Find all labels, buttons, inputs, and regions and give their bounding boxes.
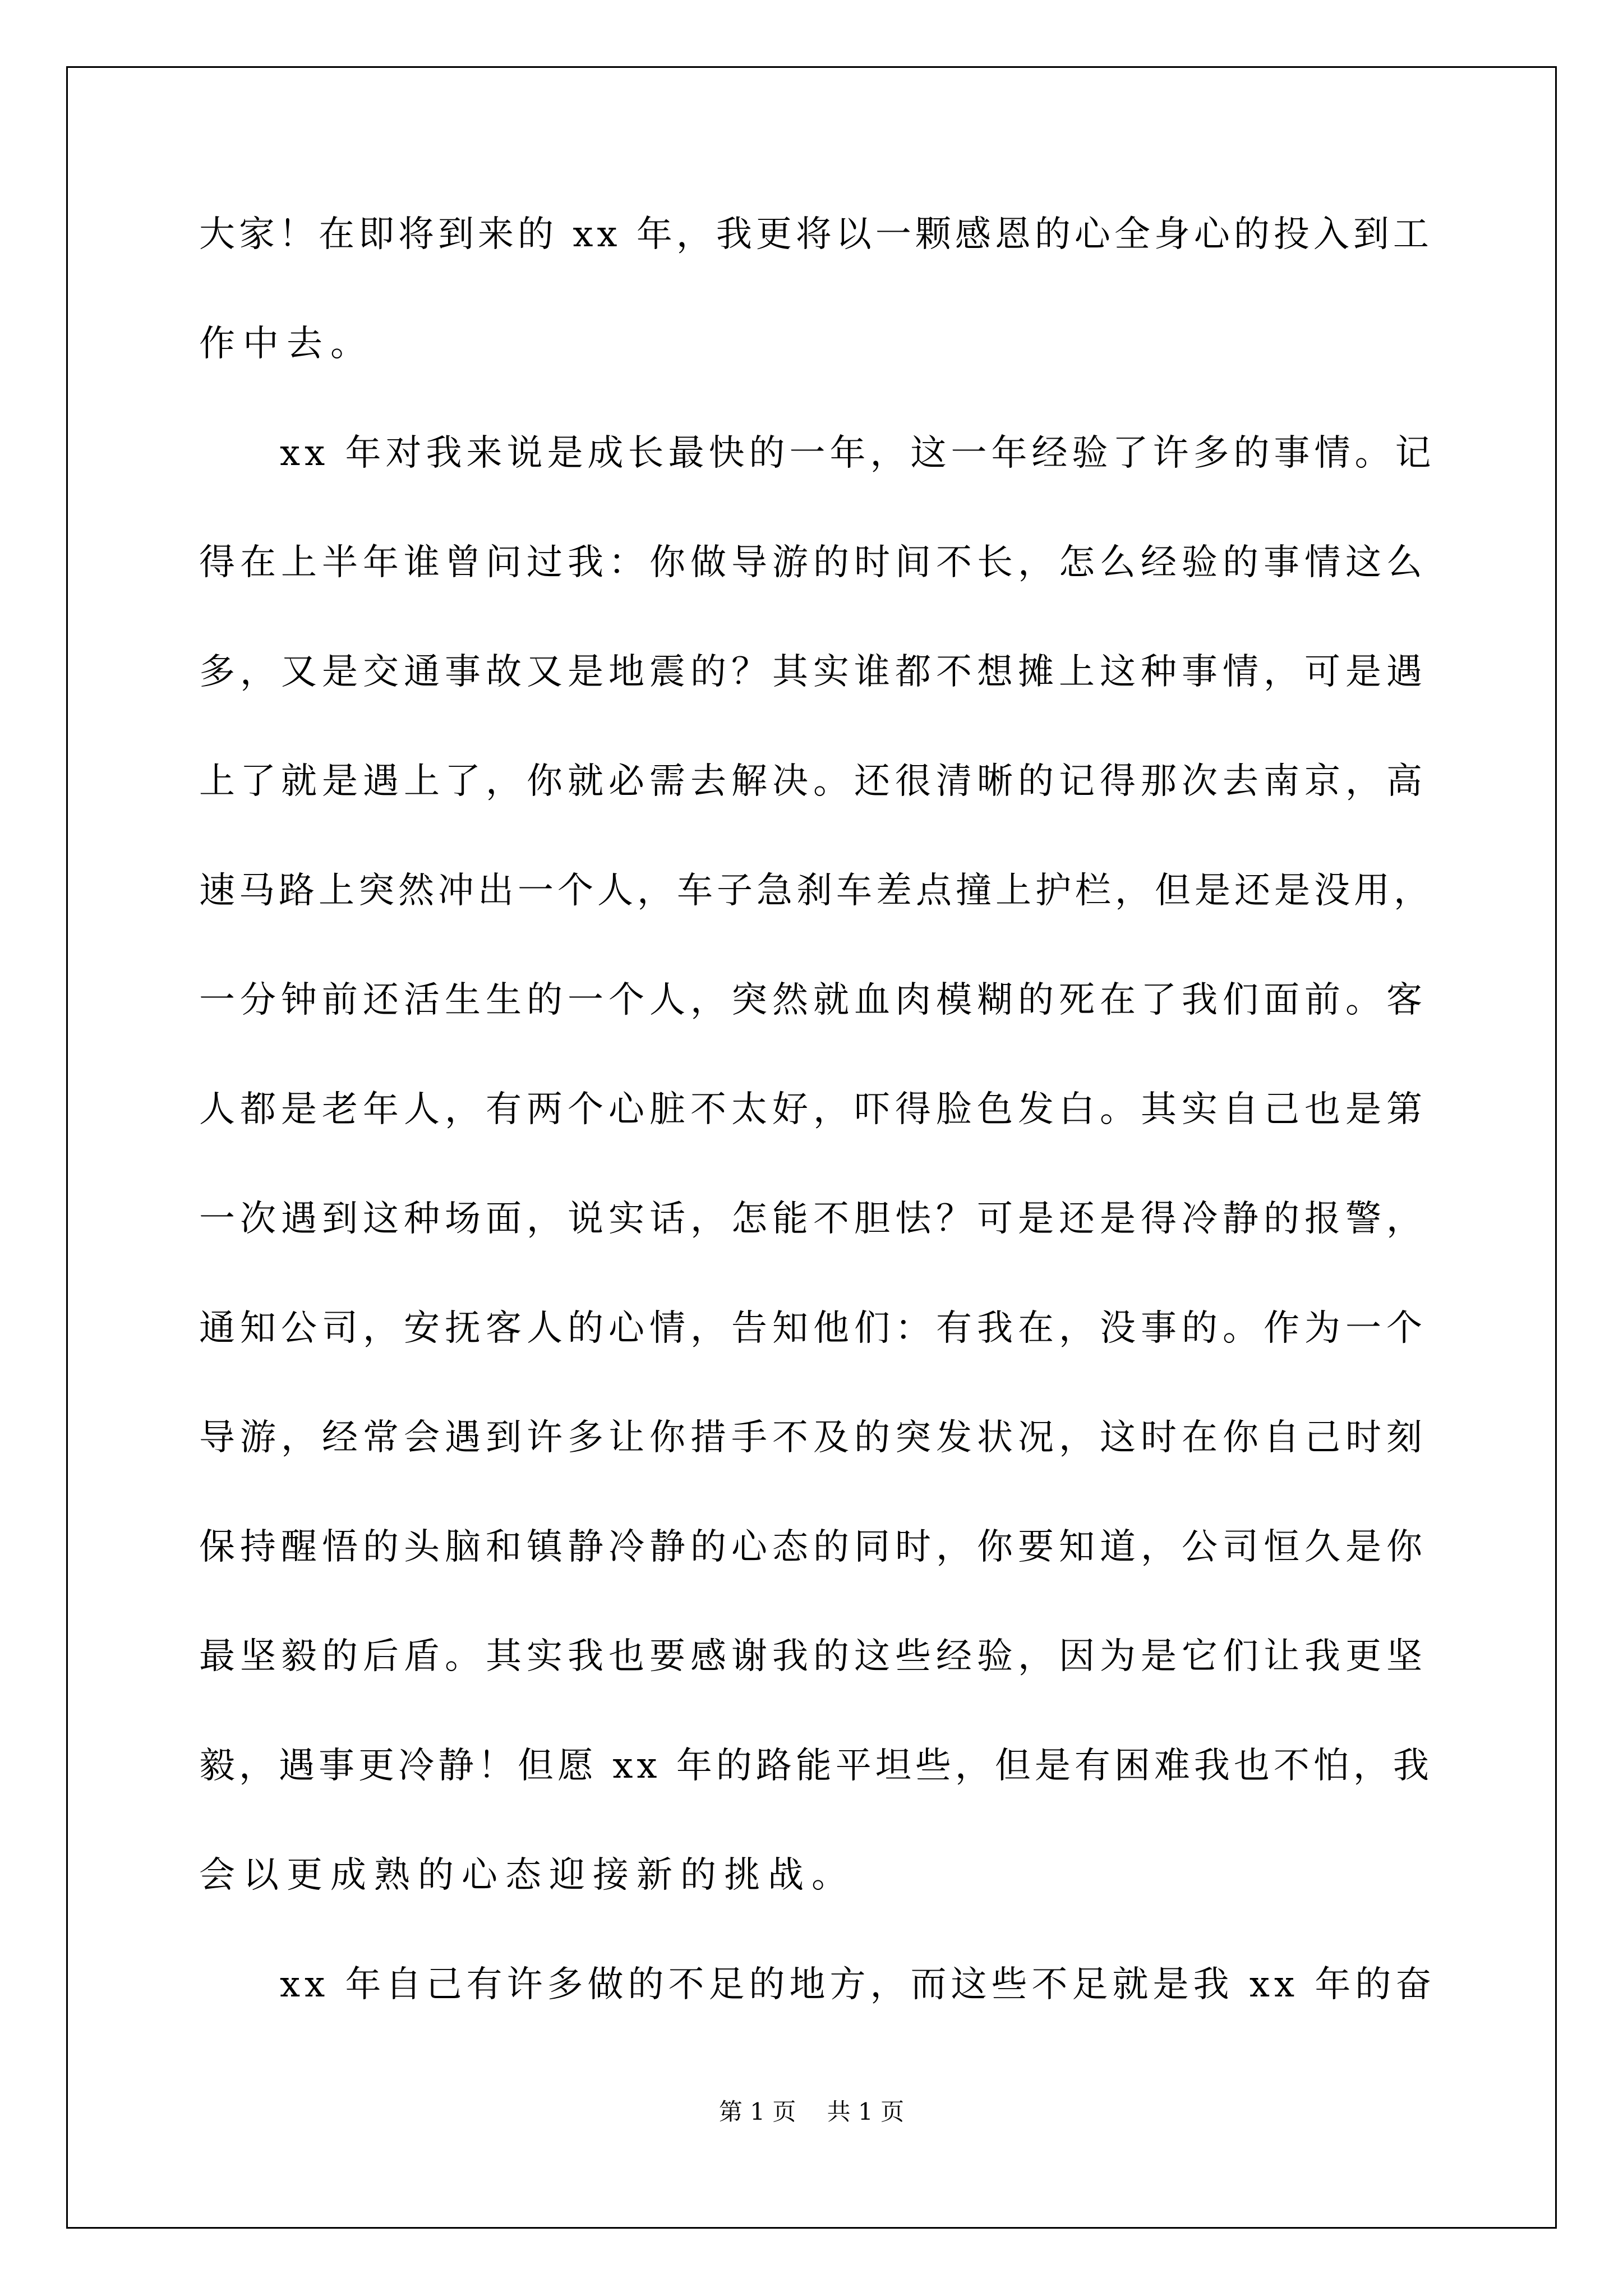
text-line: 人都是老年人，有两个心脏不太好，吓得脸色发白。其实自己也是第	[199, 1089, 1427, 1130]
text-line: xx 年对我来说是成长最快的一年，这一年经验了许多的事情。记	[199, 432, 1436, 474]
text-line: 得在上半年谁曾问过我：你做导游的时间不长，怎么经验的事情这么	[199, 542, 1427, 583]
text-line: 一分钟前还活生生的一个人，突然就血肉模糊的死在了我们面前。客	[199, 979, 1427, 1021]
text-line: 最坚毅的后盾。其实我也要感谢我的这些经验，因为是它们让我更坚	[199, 1636, 1427, 1677]
text-line: 速马路上突然冲出一个人，车子急刹车差点撞上护栏，但是还是没用，	[199, 870, 1433, 912]
document-body	[199, 215, 1438, 2074]
text-line: 毅，遇事更冷静！但愿 xx 年的路能平坦些，但是有困难我也不怕，我	[199, 1745, 1433, 1787]
text-line: 会以更成熟的心态迎接新的挑战。	[199, 1855, 855, 1896]
page-number-footer: 第 1 页 共 1 页	[718, 2098, 905, 2125]
text-line: 导游，经常会遇到许多让你措手不及的突发状况，这时在你自己时刻	[199, 1417, 1427, 1458]
text-line: 上了就是遇上了，你就必需去解决。还很清晰的记得那次去南京，高	[199, 761, 1427, 802]
text-line: 保持醒悟的头脑和镇静冷静的心态的同时，你要知道，公司恒久是你	[199, 1526, 1427, 1568]
text-line: 多，又是交通事故又是地震的？其实谁都不想摊上这种事情，可是遇	[199, 651, 1427, 693]
text-line: 作中去。	[199, 323, 374, 365]
text-line: 一次遇到这种场面，说实话，怎能不胆怯？可是还是得冷静的报警，	[199, 1198, 1427, 1240]
text-line: 大家！在即将到来的 xx 年，我更将以一颗感恩的心全身心的投入到工	[199, 214, 1433, 255]
text-line: xx 年自己有许多做的不足的地方，而这些不足就是我 xx 年的奋	[199, 1964, 1436, 2005]
text-line: 通知公司，安抚客人的心情，告知他们：有我在，没事的。作为一个	[199, 1308, 1427, 1349]
